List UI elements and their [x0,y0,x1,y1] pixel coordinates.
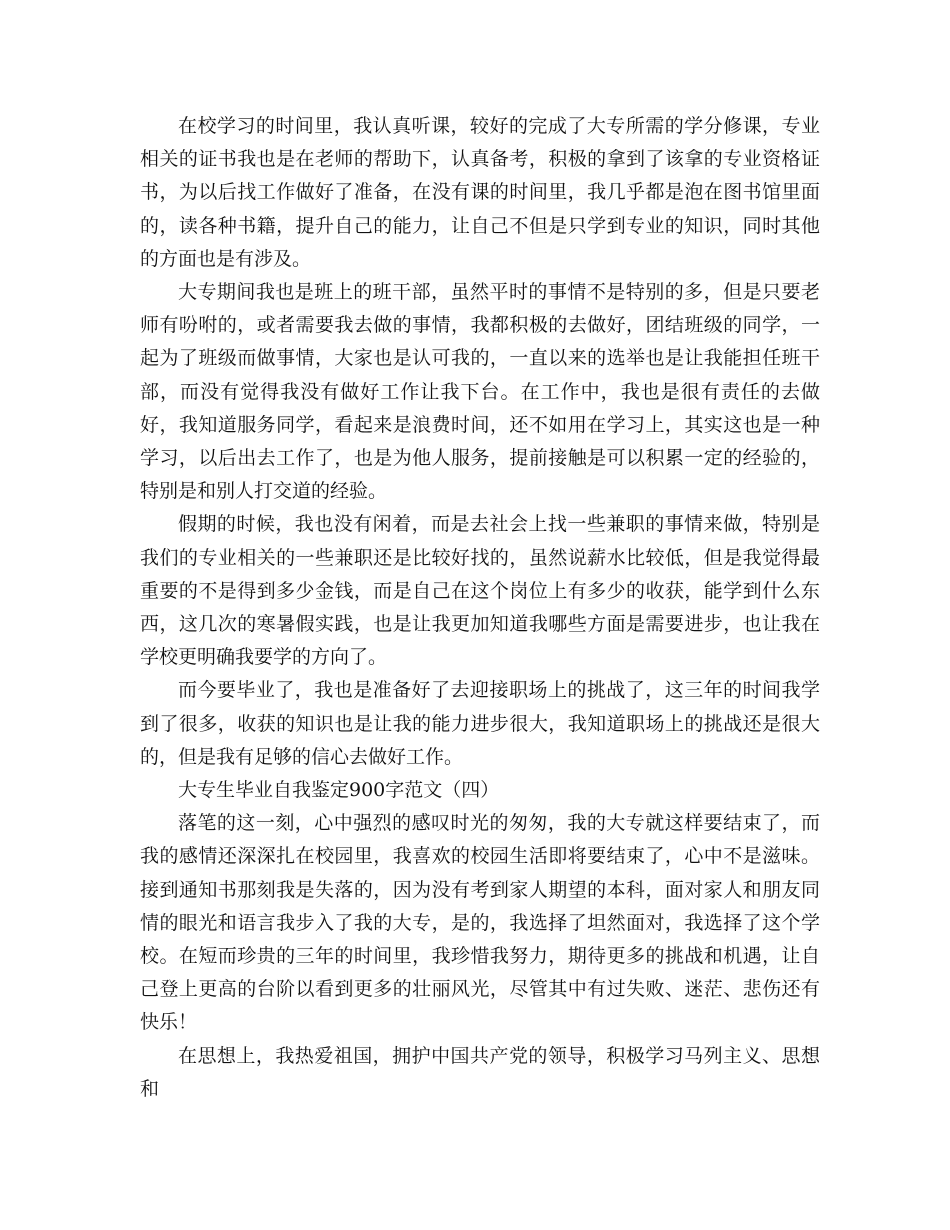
section-heading: 大专生毕业自我鉴定900字范文（四） [178,779,500,802]
paragraph-farewell: 落笔的这一刻，心中强烈的感叹时光的匆匆，我的大专就这样要结束了，而我的感情还深深扎在校园里，我喜欢的校园生活即将要结束了，心中不是滋味。接到通知书那刻我是失落的，因为没有考到家人期望的本科，面对家人和朋友同情的眼光和语言我步入了我的大专，是的，我选择了坦然面对，我选择了这个学校。在短而珍贵的三年的时间里，我珍惜我努力，期待更多的挑战和机遇，让自己登上更高的台阶以看到更多的壮丽风光，尽管其中有过失败、迷茫、悲伤还有快乐！ [140,812,820,1034]
paragraph-ideology: 在思想上，我热爱祖国，拥护中国共产党的领导，积极学习马列主义、思想和 [140,1044,820,1100]
paragraph-study: 在校学习的时间里，我认真听课，较好的完成了大专所需的学分修课，专业相关的证书我也是在老师的帮助下，认真备考，积极的拿到了该拿的专业资格证书，为以后找工作做好了准备，在没有课的时间里，我几乎都是泡在图书馆里面的，读各种书籍，提升自己的能力，让自己不但是只学到专业的知识，同时其他的方面也是有涉及。 [140,115,820,270]
paragraph-graduation: 而今要毕业了，我也是准备好了去迎接职场上的挑战了，这三年的时间我学到了很多，收获的知识也是让我的能力进步很大，我知道职场上的挑战还是很大的，但是我有足够的信心去做好工作。 [140,679,820,768]
document-page [140,110,820,1106]
paragraph-class-cadre: 大专期间我也是班上的班干部，虽然平时的事情不是特别的多，但是只要老师有吩咐的，或者需要我去做的事情，我都积极的去做好，团结班级的同学，一起为了班级而做事情，大家也是认可我的，一直以来的选举也是让我能担任班干部，而没有觉得我没有做好工作让我下台。在工作中，我也是很有责任的去做好，我知道服务同学，看起来是浪费时间，还不如用在学习上，其实这也是一种学习，以后出去工作了，也是为他人服务，提前接触是可以积累一定的经验的，特别是和别人打交道的经验。 [140,281,820,503]
paragraph-holiday-work: 假期的时候，我也没有闲着，而是去社会上找一些兼职的事情来做，特别是我们的专业相关的一些兼职还是比较好找的，虽然说薪水比较低，但是我觉得最重要的不是得到多少金钱，而是自己在这个岗位上有多少的收获，能学到什么东西，这几次的寒暑假实践，也是让我更加知道我哪些方面是需要进步，也让我在学校更明确我要学的方向了。 [140,513,820,669]
